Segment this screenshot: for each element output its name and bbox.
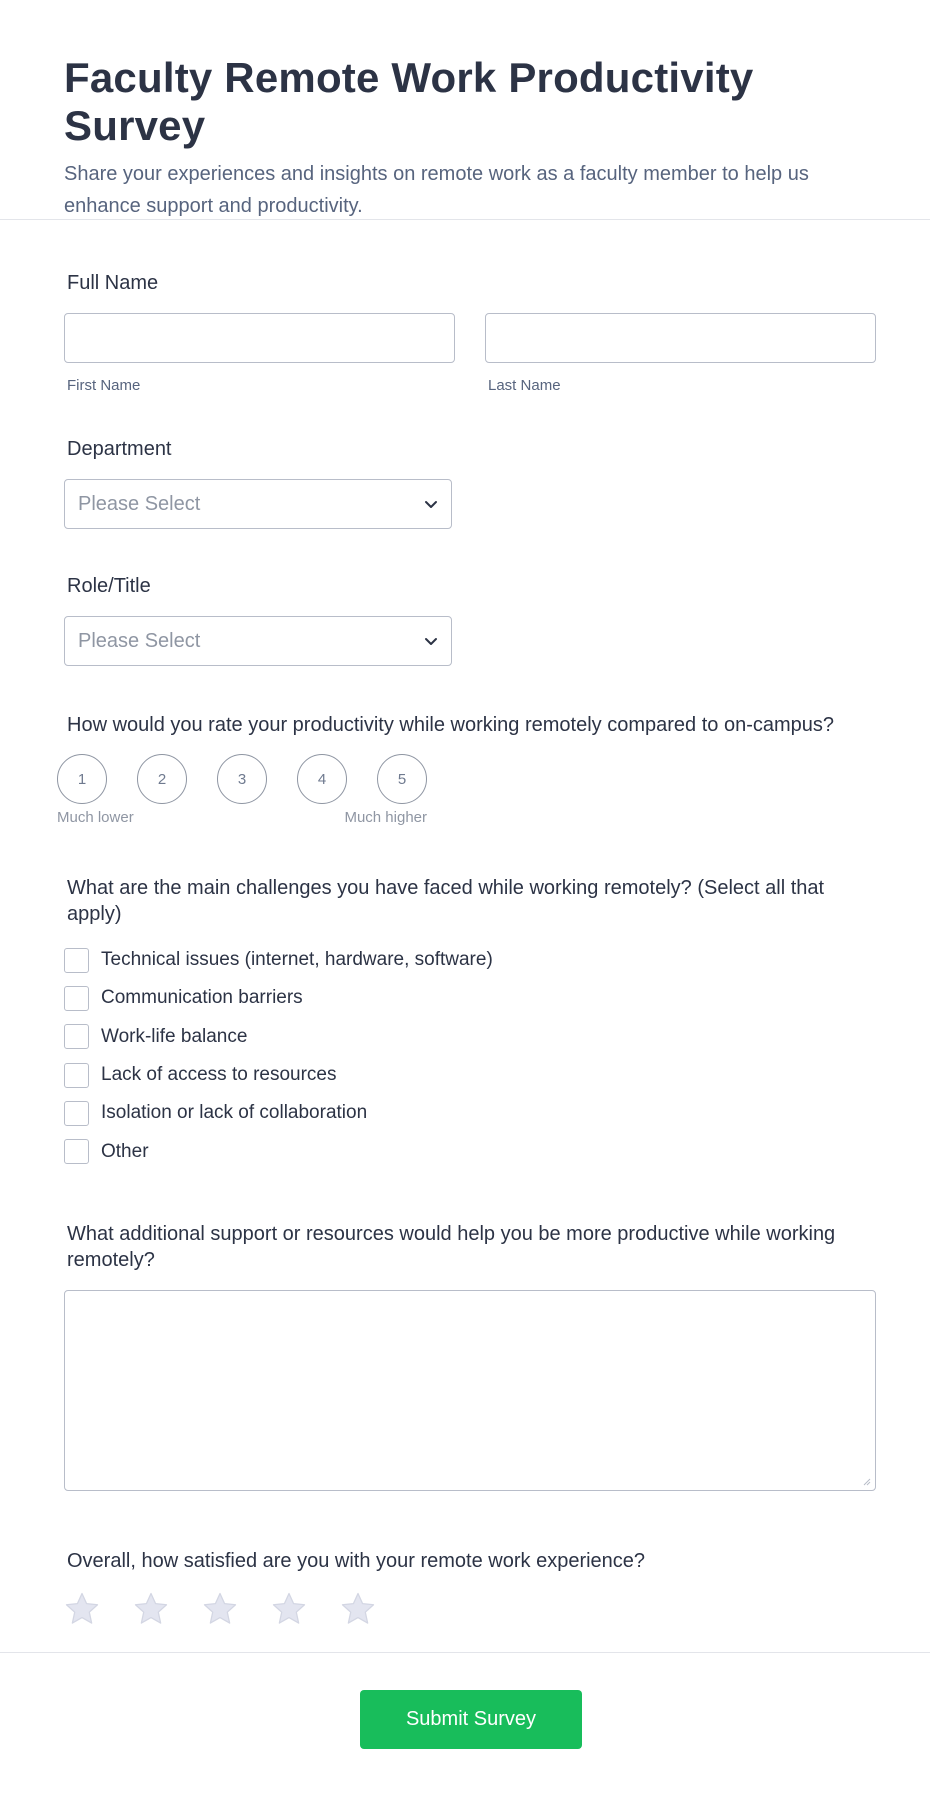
support-textarea[interactable] xyxy=(64,1290,876,1491)
first-name-sublabel: First Name xyxy=(67,377,141,394)
department-select[interactable] xyxy=(64,479,452,529)
check-item-other[interactable] xyxy=(64,1132,866,1170)
chevron-down-icon xyxy=(423,633,439,649)
scale-option-4[interactable]: 4 xyxy=(297,754,347,804)
scale-high-label: Much higher xyxy=(344,809,427,826)
star-icon[interactable] xyxy=(63,1590,101,1628)
challenges-label: What are the main challenges you have faced while working remotely? (Select all that apply) xyxy=(67,877,825,925)
check-label: Other xyxy=(101,1140,149,1162)
check-label: Lack of access to resources xyxy=(101,1064,337,1086)
department-select-value: Please Select xyxy=(78,492,201,515)
checkbox[interactable] xyxy=(64,1101,89,1126)
scale-labels xyxy=(57,809,427,831)
checkbox[interactable] xyxy=(64,1139,89,1164)
scale-low-label: Much lower xyxy=(57,809,134,826)
scale-option-5[interactable]: 5 xyxy=(377,754,427,804)
challenges-field xyxy=(64,875,866,1171)
checkbox[interactable] xyxy=(64,1024,89,1049)
last-name-sublabel: Last Name xyxy=(488,377,561,394)
scale-option-3[interactable]: 3 xyxy=(217,754,267,804)
full-name-label: Full Name xyxy=(67,272,159,294)
satisfaction-field xyxy=(64,1548,866,1628)
check-item-isolation[interactable] xyxy=(64,1094,866,1132)
support-field xyxy=(64,1221,866,1491)
page-title: Faculty Remote Work Productivity Survey xyxy=(64,54,754,149)
role-label: Role/Title xyxy=(67,575,151,597)
resize-handle-icon[interactable] xyxy=(861,1476,871,1486)
check-label: Technical issues (internet, hardware, software) xyxy=(101,949,493,971)
scale-option-1[interactable]: 1 xyxy=(57,754,107,804)
star-icon[interactable] xyxy=(132,1590,170,1628)
check-label: Communication barriers xyxy=(101,987,303,1009)
productivity-field xyxy=(57,712,866,831)
chevron-down-icon xyxy=(423,496,439,512)
form-footer xyxy=(0,1652,930,1798)
survey-form xyxy=(0,270,930,1628)
role-select-value: Please Select xyxy=(78,629,201,652)
role-field xyxy=(64,573,866,666)
challenges-checklist xyxy=(64,941,866,1171)
checkbox[interactable] xyxy=(64,986,89,1011)
full-name-field xyxy=(64,270,866,394)
check-item-communication[interactable] xyxy=(64,979,866,1017)
star-icon[interactable] xyxy=(339,1590,377,1628)
star-icon[interactable] xyxy=(201,1590,239,1628)
star-rating xyxy=(63,1590,866,1628)
star-icon[interactable] xyxy=(270,1590,308,1628)
role-select[interactable] xyxy=(64,616,452,666)
check-label: Isolation or lack of collaboration xyxy=(101,1102,368,1124)
form-header xyxy=(0,0,930,220)
scale-option-2[interactable]: 2 xyxy=(137,754,187,804)
satisfaction-label: Overall, how satisfied are you with your remote work experience? xyxy=(67,1549,646,1572)
check-item-work-life[interactable] xyxy=(64,1018,866,1056)
first-name-input[interactable] xyxy=(64,313,455,363)
support-label: What additional support or resources would help you be more productive while working remotely? xyxy=(67,1222,836,1271)
productivity-label: How would you rate your productivity while working remotely compared to on-campus? xyxy=(67,714,835,736)
department-field xyxy=(64,436,866,529)
check-item-technical[interactable] xyxy=(64,941,866,979)
page-subtitle: Share your experiences and insights on remote work as a faculty member to help us enhance support and productivity. xyxy=(64,163,809,217)
checkbox[interactable] xyxy=(64,1063,89,1088)
productivity-scale xyxy=(57,754,866,804)
checkbox[interactable] xyxy=(64,948,89,973)
check-label: Work-life balance xyxy=(101,1025,248,1047)
department-label: Department xyxy=(67,438,172,460)
last-name-input[interactable] xyxy=(485,313,876,363)
submit-button[interactable]: Submit Survey xyxy=(360,1690,582,1749)
check-item-resources[interactable] xyxy=(64,1056,866,1094)
